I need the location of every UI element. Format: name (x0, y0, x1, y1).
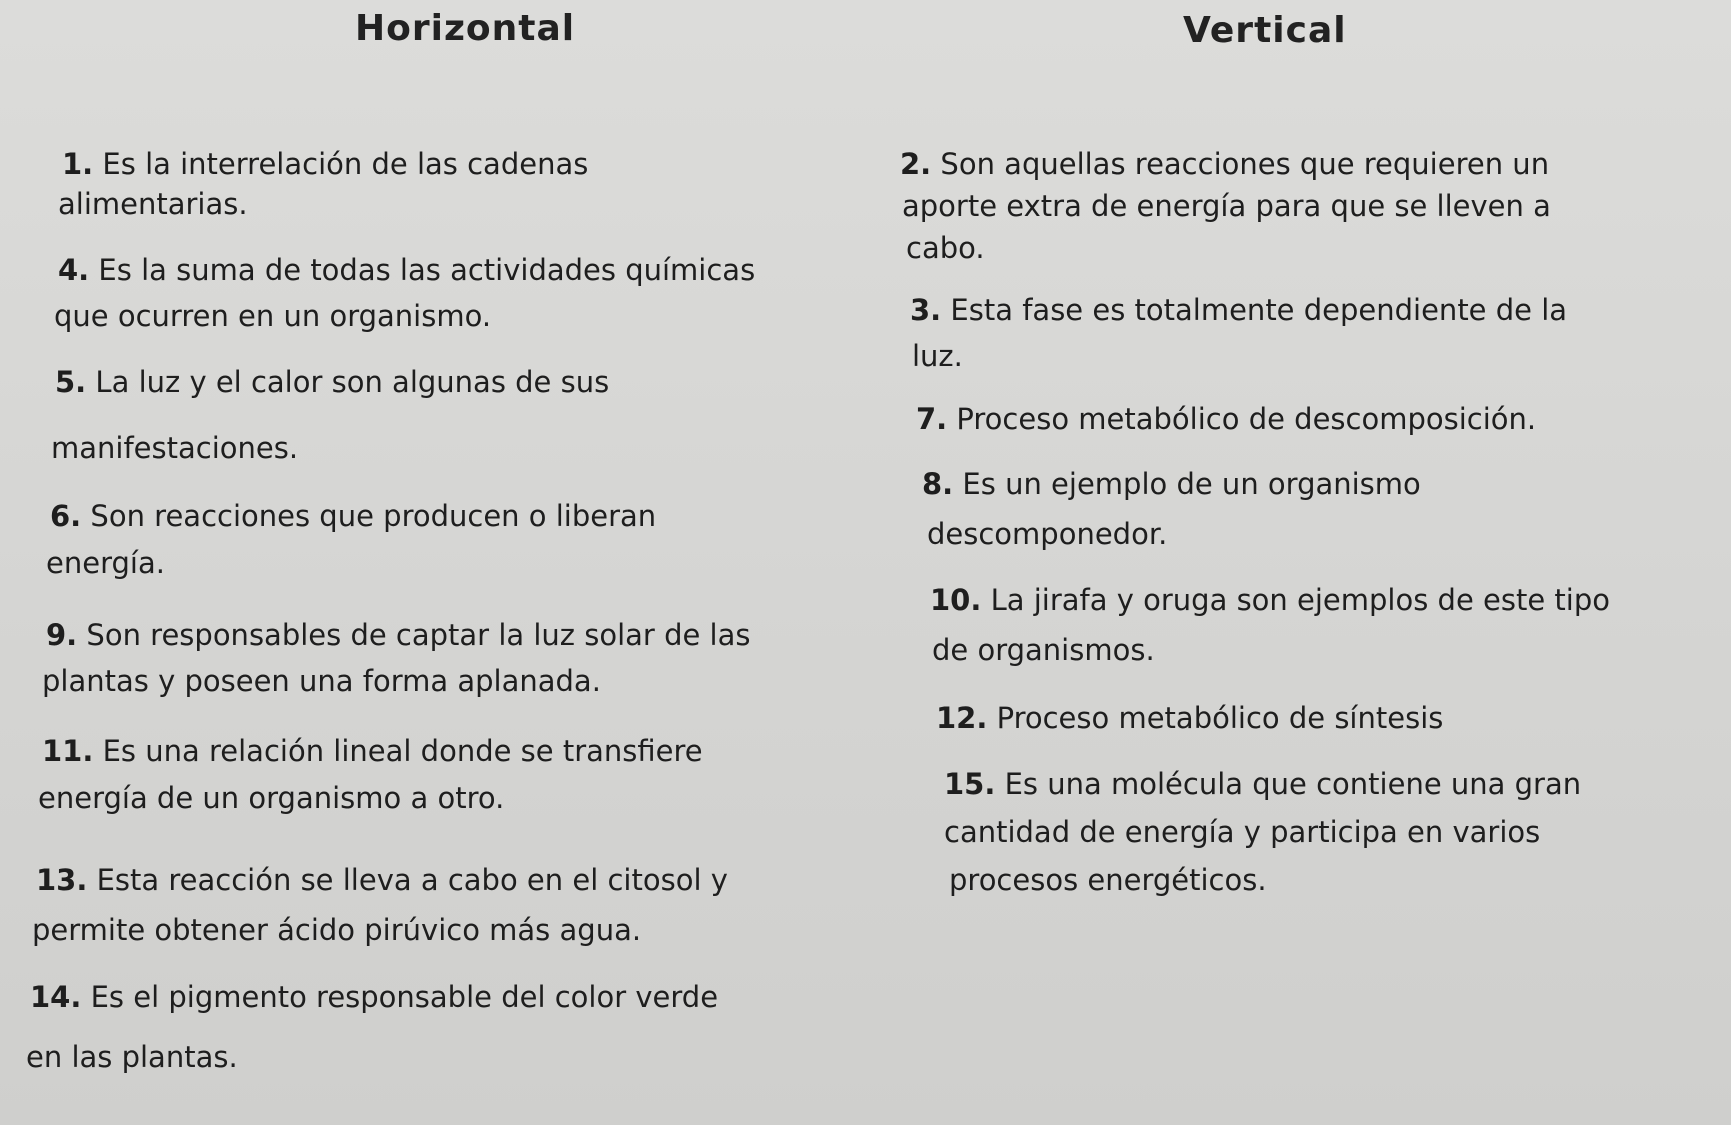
clue-number: 14. (30, 980, 82, 1014)
clue-text: en las plantas. (26, 1040, 238, 1074)
clue-number: 9. (46, 618, 78, 652)
clue-number: 5. (55, 365, 87, 399)
clue-text: que ocurren en un organismo. (54, 299, 492, 333)
clue-line (46, 618, 751, 652)
clue-number: 7. (916, 402, 948, 436)
clue-text: cabo. (906, 231, 985, 265)
clue-text: Esta fase es totalmente dependiente de la (950, 293, 1568, 327)
clue-line (30, 980, 719, 1014)
clue-line (900, 147, 1550, 181)
clue-text: La jirafa y oruga son ejemplos de este tipo (990, 583, 1610, 617)
clue-text: Es la suma de todas las actividades químicas (98, 253, 756, 287)
clue-line (38, 781, 505, 815)
clue-line (944, 767, 1582, 801)
clue-line (936, 701, 1444, 735)
clue-line (944, 815, 1541, 849)
clue-line (51, 431, 299, 465)
clue-number: 6. (50, 499, 82, 533)
clue-line (922, 467, 1421, 501)
clue-text: Es una relación lineal donde se transfiere (102, 734, 703, 768)
clue-text: manifestaciones. (51, 431, 299, 465)
clue-text: energía de un organismo a otro. (38, 781, 505, 815)
clue-line (906, 231, 985, 265)
clue-line (902, 189, 1551, 223)
clue-line (949, 863, 1267, 897)
clue-number: 4. (58, 253, 90, 287)
clue-line (26, 1040, 238, 1074)
clue-line (912, 339, 963, 373)
clue-line (932, 633, 1155, 667)
clue-text: cantidad de energía y participa en varios (944, 815, 1541, 849)
clue-text: luz. (912, 339, 963, 373)
clue-line (46, 546, 165, 580)
clue-text: La luz y el calor son algunas de sus (95, 365, 610, 399)
clue-line (55, 365, 610, 399)
clue-text: Es el pigmento responsable del color verde (90, 980, 719, 1014)
clue-line (58, 187, 248, 221)
clue-text: aporte extra de energía para que se lleven a (902, 189, 1551, 223)
clue-line (58, 253, 756, 287)
clue-text: plantas y poseen una forma aplanada. (42, 664, 601, 698)
clue-text: Esta reacción se lleva a cabo en el citosol y (96, 863, 728, 897)
clue-number: 3. (910, 293, 942, 327)
clue-number: 12. (936, 701, 988, 735)
clue-number: 1. (62, 147, 94, 181)
clue-line (62, 147, 589, 181)
clue-line (927, 517, 1168, 551)
clue-text: Son reacciones que producen o liberan (90, 499, 657, 533)
clue-line (50, 499, 657, 533)
clue-line (54, 299, 492, 333)
clue-text: Son aquellas reacciones que requieren un (940, 147, 1550, 181)
clue-text: Proceso metabólico de síntesis (996, 701, 1444, 735)
clue-number: 15. (944, 767, 996, 801)
clue-line (916, 402, 1537, 436)
clue-text: energía. (46, 546, 165, 580)
clue-line (42, 734, 703, 768)
clue-line (930, 583, 1610, 617)
clue-line (42, 664, 601, 698)
clue-text: Es la interrelación de las cadenas (102, 147, 589, 181)
clue-number: 8. (922, 467, 954, 501)
clue-number: 11. (42, 734, 94, 768)
clue-line (36, 863, 728, 897)
clue-text: Proceso metabólico de descomposición. (956, 402, 1537, 436)
horizontal-heading: Horizontal (355, 8, 576, 49)
clue-text: procesos energéticos. (949, 863, 1267, 897)
clue-text: permite obtener ácido pirúvico más agua. (32, 913, 642, 947)
vertical-heading: Vertical (1183, 10, 1347, 51)
clue-text: Son responsables de captar la luz solar de las (86, 618, 751, 652)
clue-text: Es un ejemplo de un organismo (962, 467, 1421, 501)
clue-line (910, 293, 1568, 327)
clue-number: 10. (930, 583, 982, 617)
clue-text: de organismos. (932, 633, 1155, 667)
clue-number: 2. (900, 147, 932, 181)
clue-text: alimentarias. (58, 187, 248, 221)
clue-line (32, 913, 642, 947)
clue-text: descomponedor. (927, 517, 1168, 551)
clue-text: Es una molécula que contiene una gran (1004, 767, 1582, 801)
clue-number: 13. (36, 863, 88, 897)
